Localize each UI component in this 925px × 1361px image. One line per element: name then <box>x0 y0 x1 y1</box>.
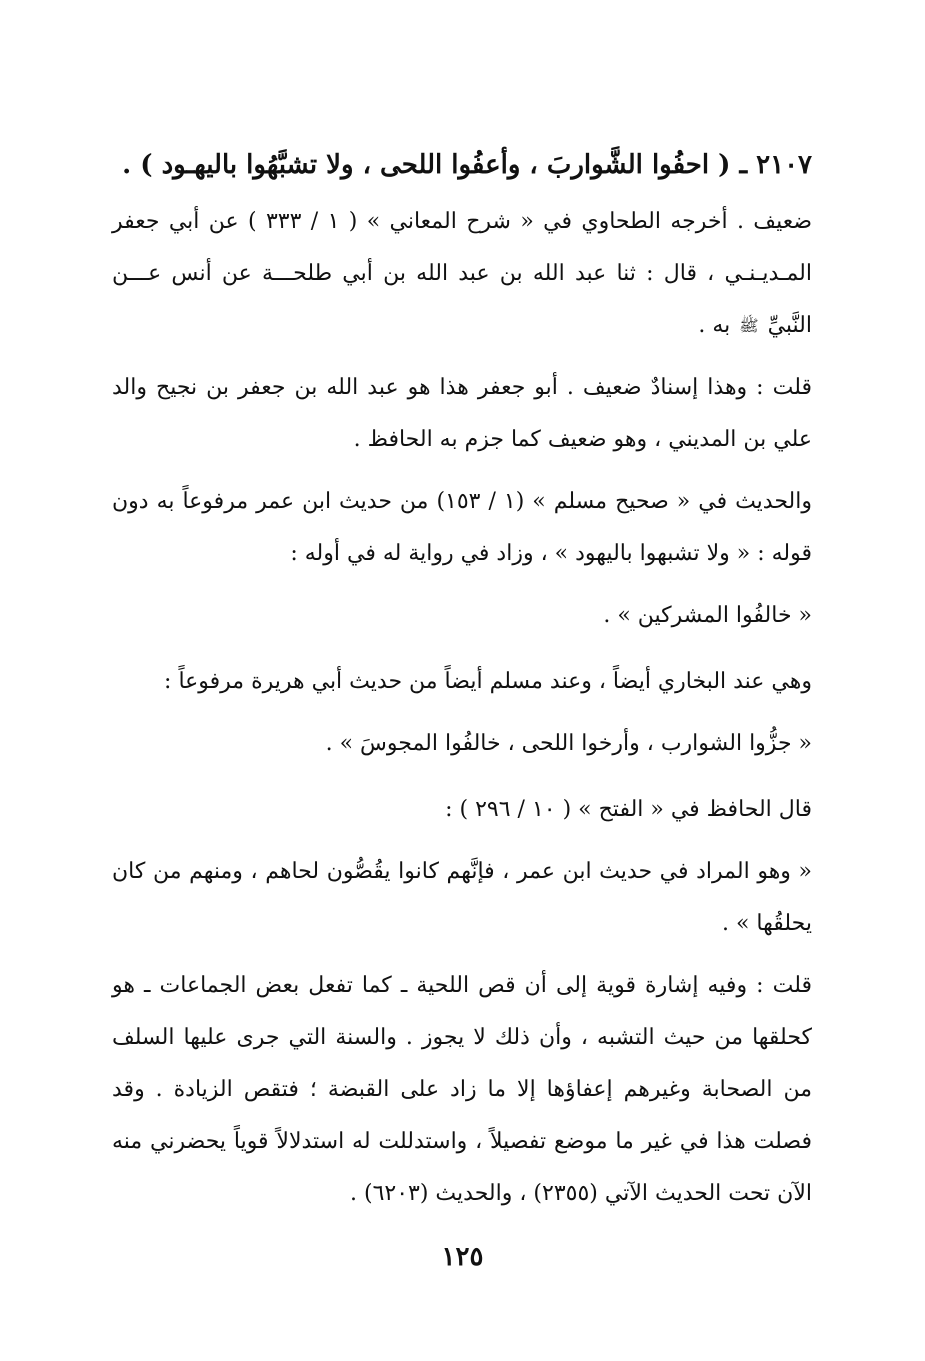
quote-majus: « جزُّوا الشوارب ، وأرخوا اللحى ، خالفُوا المجوسَ » . <box>325 731 812 756</box>
paragraph-muslim-reference: والحديث في « صحيح مسلم » (١ / ١٥٣) من حديث ابن عمر مرفوعاً به دون قوله : « ولا تشبهوا باليهود » ، وزاد في رواية له في أوله : <box>112 489 812 566</box>
paragraph-isnad-comment: قلت : وهذا إسنادٌ ضعيف . أبو جعفر هذا هو عبد الله بن جعفر بن نجيح والد علي بن المديني ، وهو ضعيف كما جزم به الحافظ . <box>112 375 812 452</box>
quote-hafiz: « وهو المراد في حديث ابن عمر ، فإنَّهم كانوا يقُصُّون لحاهم ، ومنهم من كان يحلقُها » . <box>112 859 812 936</box>
page-body <box>112 140 812 1230</box>
paragraph-fath-citation: قال الحافظ في « الفتح » ( ١٠ / ٢٩٦ ) : <box>445 797 812 822</box>
hadith-heading: ٢١٠٧ ـ ( احفُوا الشَّواربَ ، وأعفُوا اللحى ، ولا تشبَّهُوا باليهـود ) . <box>122 150 812 180</box>
paragraph-bukhari-reference: وهي عند البخاري أيضاً ، وعند مسلم أيضاً من حديث أبي هريرة مرفوعاً : <box>164 669 812 694</box>
paragraph-grading-end: به . <box>698 313 731 338</box>
paragraph-grading-text: ضعيف . أخرجه الطحاوي في « شرح المعاني » ( ١ / ٣٣٣ ) عن أبي جعفر المـديـنـي ، قال : ثنا عبد الله بن عبد الله بن أبي طلحـــة عن أنس عـــن النَّبيِّ <box>112 209 812 338</box>
paragraph-conclusion: قلت : وفيه إشارة قوية إلى أن قص اللحية ـ كما تفعل بعض الجماعات ـ هو كحلقها من حيث التشبه ، وأن ذلك لا يجوز . والسنة التي جرى عليها السلف من الصحابة وغيرهم إعفاؤها إلا ما زاد على القبضة ؛ فتقص الزيادة . وقد فصلت هذا في غير ما موضع تفصيلاً ، واستدللت له استدلالاً قوياً يحضرني منه الآن تحت الحديث الآتي (٢٣٥٥) ، والحديث (٦٢٠٣) . <box>112 973 812 1206</box>
paragraph-grading <box>112 196 812 352</box>
page-number: ١٢٥ <box>441 1242 484 1272</box>
salutation-ligature: ﷺ <box>739 316 759 335</box>
quote-mushrikin: « خالفُوا المشركين » . <box>603 603 812 628</box>
